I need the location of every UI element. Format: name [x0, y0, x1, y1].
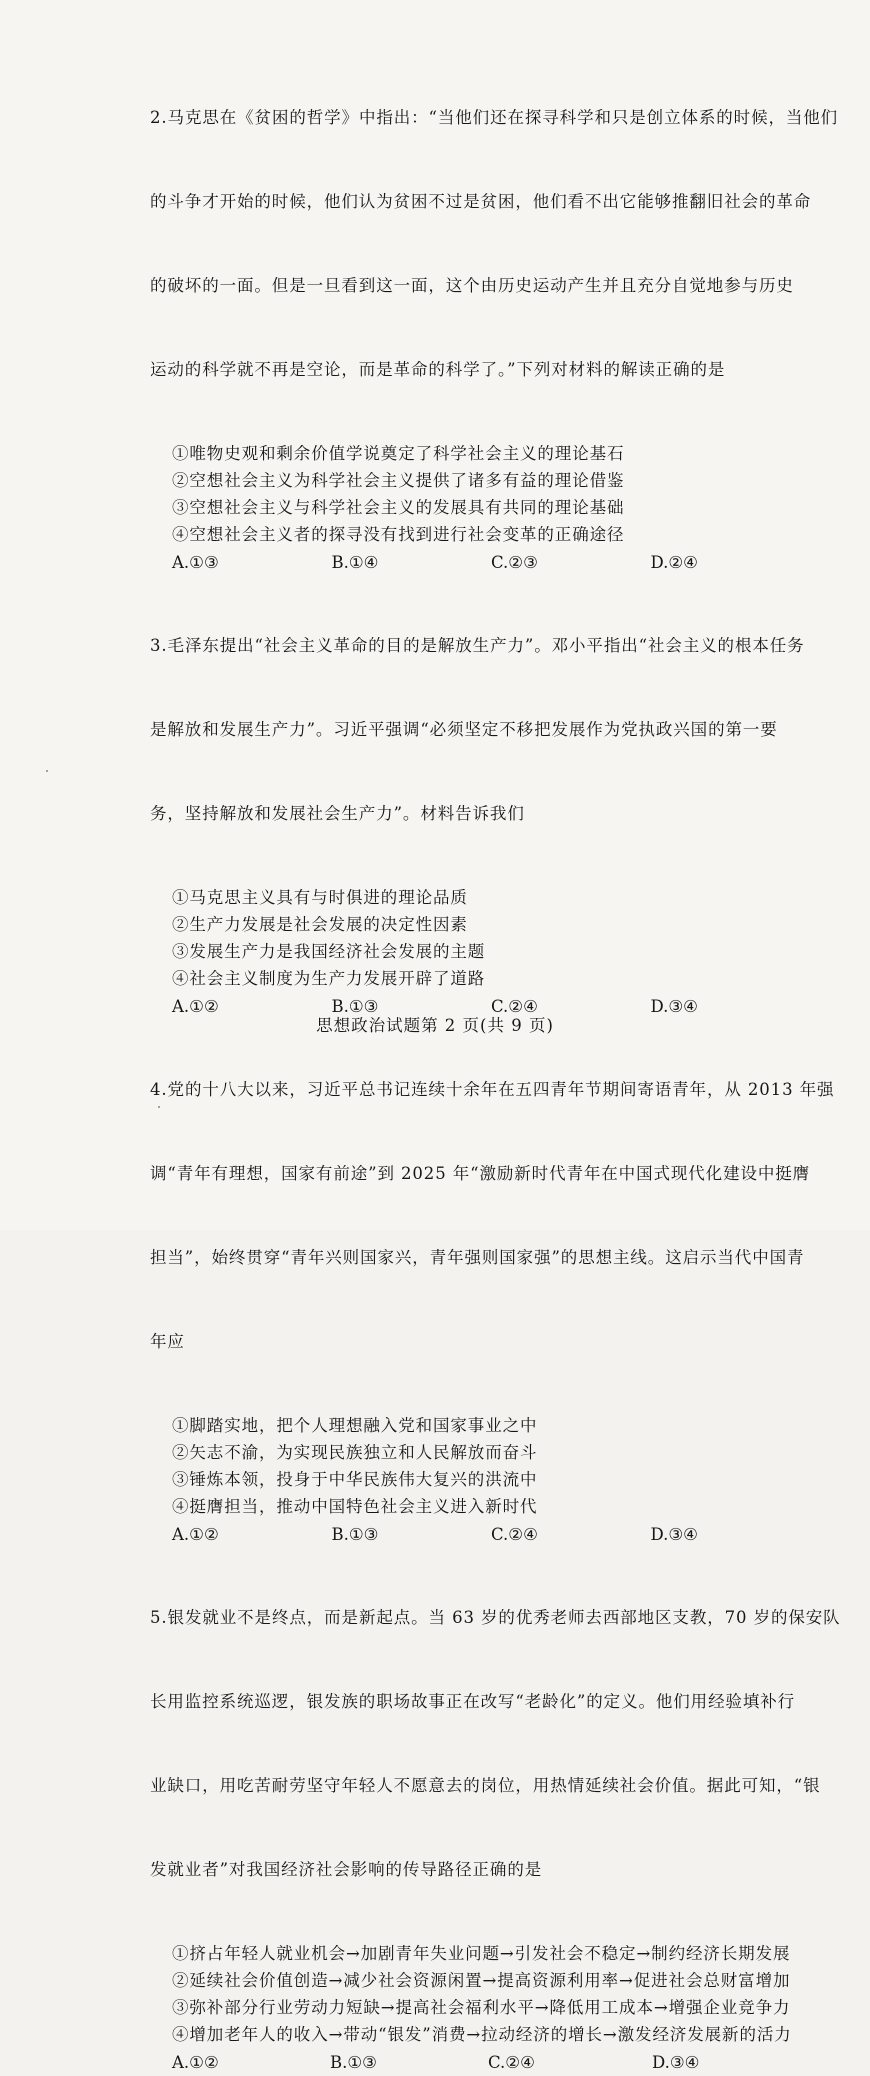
statement-item: ④社会主义制度为生产力发展开辟了道路 — [172, 969, 486, 988]
choice-d: D.③④ — [652, 2052, 700, 2072]
stem-line: 业缺口，用吃苦耐劳坚守年轻人不愿意去的岗位，用热情延续社会价值。据此可知，“银 — [150, 1776, 821, 1795]
question-stem — [150, 576, 810, 884]
stem-line: 5.银发就业不是终点，而是新起点。当 63 岁的优秀老师去西部地区支教，70 岁的保安队 — [150, 1608, 841, 1627]
statement-list — [150, 1412, 810, 1520]
stem-line: 年应 — [150, 1332, 185, 1351]
statement-list — [150, 884, 810, 992]
stem-line: 长用监控系统巡逻，银发族的职场故事正在改写“老龄化”的定义。他们用经验填补行 — [150, 1692, 796, 1711]
choice-b: B.①③ — [331, 996, 379, 1016]
choice-a: A.①② — [172, 1524, 219, 1544]
statement-item: ①唯物史观和剩余价值学说奠定了科学社会主义的理论基石 — [172, 444, 625, 463]
statement-list — [150, 1940, 810, 2048]
question-stem — [150, 48, 839, 440]
stem-line: 4.党的十八大以来，习近平总书记连续十余年在五四青年节期间寄语青年，从 2013 年强 — [150, 1080, 835, 1099]
stem-line: 担当”，始终贯穿“青年兴则国家兴，青年强则国家强”的思想主线。这启示当代中国青 — [150, 1248, 805, 1267]
statement-item: ③锤炼本领，投身于中华民族伟大复兴的洪流中 — [172, 1470, 538, 1489]
stem-line: 的破坏的一面。但是一旦看到这一面，这个由历史运动产生并且充分自觉地参与历史 — [150, 276, 794, 295]
choice-row — [150, 1520, 810, 1548]
choice-c: C.②④ — [491, 1524, 538, 1544]
statement-item: ②延续社会价值创造→减少社会资源闲置→提高资源利用率→促进社会总财富增加 — [172, 1971, 791, 1990]
choice-b: B.①④ — [331, 552, 379, 572]
stem-line: 务，坚持解放和发展社会生产力”。材料告诉我们 — [150, 804, 525, 823]
choice-d: D.③④ — [650, 996, 698, 1016]
question-4 — [150, 1020, 835, 1548]
choice-d: D.③④ — [650, 1524, 698, 1544]
statement-list — [150, 440, 810, 548]
choice-b: B.①③ — [330, 2052, 377, 2072]
choice-c: C.②④ — [491, 996, 538, 1016]
choice-row — [150, 548, 810, 576]
question-5 — [150, 1548, 841, 2076]
statement-item: ②矢志不渝，为实现民族独立和人民解放而奋斗 — [172, 1443, 538, 1462]
stem-line: 2.马克思在《贫困的哲学》中指出：“当他们还在探寻科学和只是创立体系的时候，当他们 — [150, 108, 839, 127]
scan-speck — [158, 1106, 160, 1108]
stem-line: 是解放和发展生产力”。习近平强调“必须坚定不移把发展作为党执政兴国的第一要 — [150, 720, 778, 739]
stem-line: 3.毛泽东提出“社会主义革命的目的是解放生产力”。邓小平指出“社会主义的根本任务 — [150, 636, 805, 655]
statement-item: ④空想社会主义者的探寻没有找到进行社会变革的正确途径 — [172, 525, 625, 544]
stem-line: 的斗争才开始的时候，他们认为贫困不过是贫困，他们看不出它能够推翻旧社会的革命 — [150, 192, 812, 211]
statement-item: ①脚踏实地，把个人理想融入党和国家事业之中 — [172, 1416, 538, 1435]
choice-c: C.②③ — [491, 552, 538, 572]
scan-speck — [46, 770, 48, 772]
stem-line: 调“青年有理想，国家有前途”到 2025 年“激励新时代青年在中国式现代化建设中挺膺 — [150, 1164, 811, 1183]
stem-line: 发就业者”对我国经济社会影响的传导路径正确的是 — [150, 1860, 543, 1879]
statement-item: ①挤占年轻人就业机会→加剧青年失业问题→引发社会不稳定→制约经济长期发展 — [172, 1944, 791, 1963]
statement-item: ①马克思主义具有与时俱进的理论品质 — [172, 888, 468, 907]
page-footer: 思想政治试题第 2 页(共 9 页) — [316, 1016, 554, 1035]
question-3 — [150, 576, 810, 1020]
choice-a: A.①② — [172, 996, 219, 1016]
choice-a: A.①② — [172, 2052, 219, 2072]
statement-item: ④挺膺担当，推动中国特色社会主义进入新时代 — [172, 1497, 538, 1516]
question-stem — [150, 1020, 835, 1412]
question-2 — [150, 48, 839, 576]
question-stem — [150, 1548, 841, 1940]
choice-a: A.①③ — [172, 552, 219, 572]
choice-c: C.②④ — [488, 2052, 535, 2072]
choice-row — [150, 2048, 810, 2076]
statement-item: ③弥补部分行业劳动力短缺→提高社会福利水平→降低用工成本→增强企业竞争力 — [172, 1998, 791, 2017]
statement-item: ③空想社会主义与科学社会主义的发展具有共同的理论基础 — [172, 498, 625, 517]
statement-item: ③发展生产力是我国经济社会发展的主题 — [172, 942, 486, 961]
stem-line: 运动的科学就不再是空论，而是革命的科学了。”下列对材料的解读正确的是 — [150, 360, 726, 379]
statement-item: ④增加老年人的收入→带动“银发”消费→拉动经济的增长→激发经济发展新的活力 — [172, 2025, 792, 2044]
statement-item: ②生产力发展是社会发展的决定性因素 — [172, 915, 468, 934]
statement-item: ②空想社会主义为科学社会主义提供了诸多有益的理论借鉴 — [172, 471, 625, 490]
choice-b: B.①③ — [331, 1524, 379, 1544]
questions-container — [150, 48, 841, 2076]
choice-d: D.②④ — [650, 552, 698, 572]
